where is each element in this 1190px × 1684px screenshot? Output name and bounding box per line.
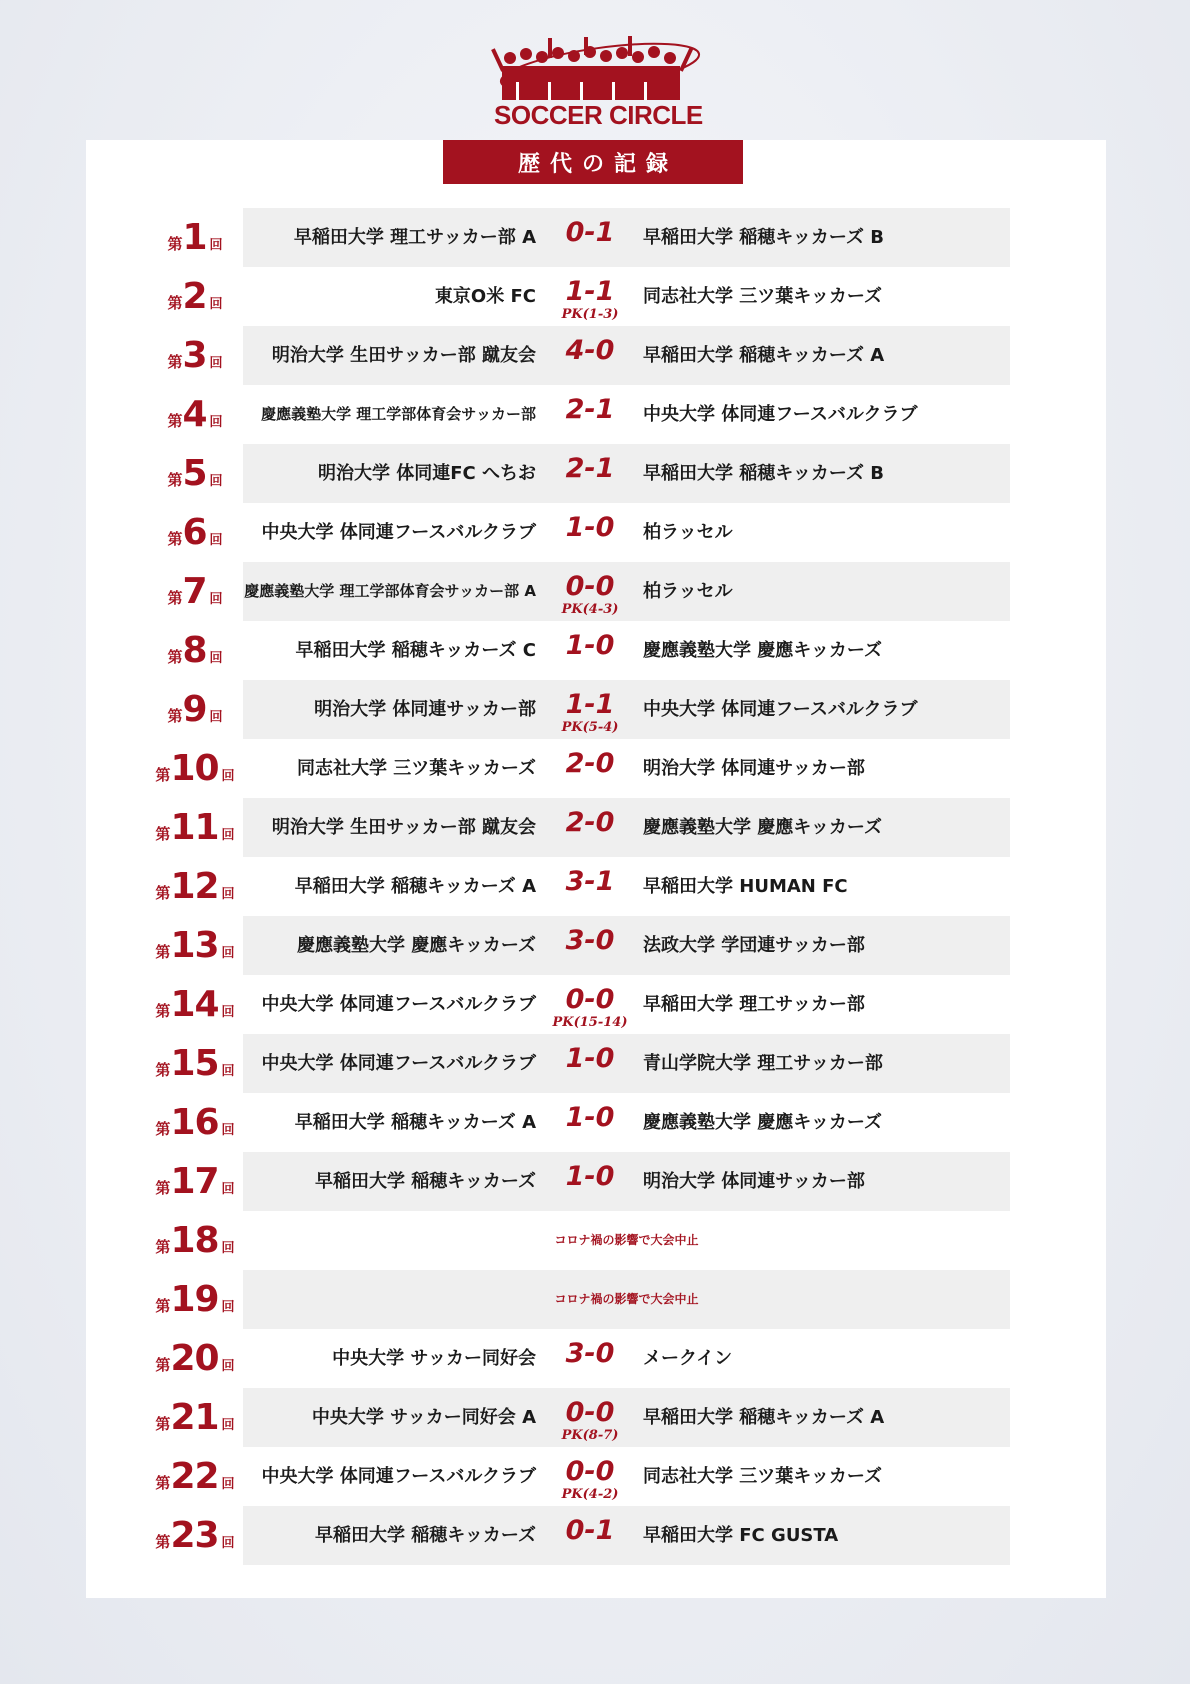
home-team: 明治大学 生田サッカー部 蹴友会: [271, 345, 536, 366]
match-score: 0-0: [565, 1397, 615, 1428]
round-prefix: 第: [155, 884, 171, 902]
away-team: 中央大学 体同連フースバルクラブ: [643, 699, 918, 720]
round-label: [148, 739, 242, 798]
round-prefix: 第: [167, 294, 183, 312]
round-number: 13: [170, 925, 219, 966]
round-label: [148, 208, 242, 267]
round-suffix: 回: [221, 1123, 235, 1138]
round-number: 12: [170, 866, 219, 907]
home-team: 中央大学 体同連フースバルクラブ: [261, 1466, 536, 1487]
round-prefix: 第: [155, 1356, 171, 1374]
result-row: [0, 1506, 1190, 1565]
pk-score: PK(4-2): [561, 1487, 619, 1502]
match-score: 0-1: [565, 1515, 615, 1546]
round-prefix: 第: [155, 1474, 171, 1492]
away-team: 早稲田大学 稲穂キッカーズ B: [643, 227, 884, 248]
round-prefix: 第: [167, 235, 183, 253]
result-row: [0, 1388, 1190, 1447]
home-team: 明治大学 体同連サッカー部: [314, 699, 536, 720]
home-team: 明治大学 生田サッカー部 蹴友会: [271, 817, 536, 838]
result-row: [0, 267, 1190, 326]
round-number: 16: [170, 1102, 219, 1143]
cancel-note: コロナ禍の影響で大会中止: [554, 1292, 699, 1306]
result-row: [0, 444, 1190, 503]
result-row: [0, 798, 1190, 857]
pk-score: PK(15-14): [552, 1015, 628, 1030]
match-score: 0-0: [565, 1456, 615, 1487]
result-row: [0, 975, 1190, 1034]
round-suffix: 回: [221, 1359, 235, 1374]
home-team: 慶應義塾大学 理工学部体育会サッカー部 A: [244, 582, 536, 600]
soccer-circle-logo: [488, 36, 702, 134]
away-team: 慶應義塾大学 慶應キッカーズ: [643, 640, 883, 661]
away-team: 慶應義塾大学 慶應キッカーズ: [643, 1112, 883, 1133]
round-suffix: 回: [209, 651, 223, 666]
home-team: 中央大学 体同連フースバルクラブ: [261, 1053, 536, 1074]
home-team: 慶應義塾大学 理工学部体育会サッカー部: [261, 405, 536, 423]
result-row: [0, 739, 1190, 798]
away-team: 早稲田大学 稲穂キッカーズ B: [643, 463, 884, 484]
match-score: 1-1: [565, 276, 615, 307]
round-number: 18: [170, 1220, 219, 1261]
away-team: 法政大学 学団連サッカー部: [643, 935, 865, 956]
round-suffix: 回: [221, 1241, 235, 1256]
round-label: [148, 1270, 242, 1329]
round-suffix: 回: [221, 1418, 235, 1433]
round-suffix: 回: [221, 946, 235, 961]
round-suffix: 回: [221, 1182, 235, 1197]
round-number: 14: [170, 984, 219, 1025]
home-team: 明治大学 体同連FC へちお: [317, 463, 536, 484]
home-team: 早稲田大学 稲穂キッカーズ: [314, 1171, 536, 1192]
round-number: 5: [182, 453, 207, 494]
match-score: 0-0: [565, 984, 615, 1015]
match-score: 1-0: [565, 1043, 615, 1074]
match-score: 1-0: [565, 630, 615, 661]
round-label: [148, 267, 242, 326]
away-team: 柏ラッセル: [643, 522, 733, 543]
round-label: [148, 1329, 242, 1388]
away-team: 中央大学 体同連フースバルクラブ: [643, 404, 918, 425]
round-prefix: 第: [167, 707, 183, 725]
round-label: [148, 385, 242, 444]
result-row: [0, 1034, 1190, 1093]
round-suffix: 回: [209, 238, 223, 253]
round-prefix: 第: [155, 1002, 171, 1020]
round-label: [148, 857, 242, 916]
round-number: 7: [182, 571, 207, 612]
round-suffix: 回: [221, 1477, 235, 1492]
round-number: 1: [182, 217, 207, 258]
match-score: 3-0: [565, 1338, 615, 1369]
match-score: 0-1: [565, 217, 615, 248]
round-label: [148, 444, 242, 503]
round-suffix: 回: [221, 1005, 235, 1020]
result-row: [0, 680, 1190, 739]
away-team: 早稲田大学 FC GUSTA: [643, 1525, 839, 1546]
round-number: 23: [170, 1515, 219, 1556]
round-suffix: 回: [209, 710, 223, 725]
round-number: 20: [170, 1338, 219, 1379]
round-prefix: 第: [155, 1120, 171, 1138]
page-title: 歴代の記録: [443, 140, 743, 184]
home-team: 中央大学 サッカー同好会: [332, 1348, 536, 1369]
round-number: 9: [182, 689, 207, 730]
round-suffix: 回: [209, 297, 223, 312]
round-number: 4: [182, 394, 207, 435]
result-row: [0, 503, 1190, 562]
round-label: [148, 1034, 242, 1093]
match-score: 1-0: [565, 512, 615, 543]
round-suffix: 回: [221, 828, 235, 843]
round-suffix: 回: [221, 769, 235, 784]
round-label: [148, 975, 242, 1034]
result-row: [0, 1152, 1190, 1211]
round-label: [148, 798, 242, 857]
result-row: [0, 916, 1190, 975]
result-row: [0, 1211, 1190, 1270]
home-team: 早稲田大学 稲穂キッカーズ C: [295, 640, 536, 661]
round-prefix: 第: [167, 589, 183, 607]
home-team: 早稲田大学 稲穂キッカーズ A: [294, 876, 536, 897]
round-number: 3: [182, 335, 207, 376]
result-row: [0, 1329, 1190, 1388]
match-score: 2-0: [565, 748, 615, 779]
round-label: [148, 621, 242, 680]
match-score: 1-1: [565, 689, 615, 720]
round-label: [148, 326, 242, 385]
away-team: 早稲田大学 理工サッカー部: [643, 994, 865, 1015]
round-prefix: 第: [155, 825, 171, 843]
pk-score: PK(5-4): [561, 720, 619, 735]
away-team: 慶應義塾大学 慶應キッカーズ: [643, 817, 883, 838]
match-score: 0-0: [565, 571, 615, 602]
round-number: 6: [182, 512, 207, 553]
round-number: 10: [170, 748, 219, 789]
result-row: [0, 1270, 1190, 1329]
result-row: [0, 1093, 1190, 1152]
away-team: 早稲田大学 稲穂キッカーズ A: [643, 1407, 885, 1428]
round-number: 21: [170, 1397, 219, 1438]
result-row: [0, 621, 1190, 680]
match-score: 1-0: [565, 1102, 615, 1133]
round-label: [148, 503, 242, 562]
round-label: [148, 562, 242, 621]
result-row: [0, 562, 1190, 621]
round-label: [148, 1093, 242, 1152]
round-prefix: 第: [167, 353, 183, 371]
round-prefix: 第: [167, 471, 183, 489]
match-score: 3-0: [565, 925, 615, 956]
result-row: [0, 857, 1190, 916]
home-team: 早稲田大学 稲穂キッカーズ A: [294, 1112, 536, 1133]
round-number: 2: [182, 276, 207, 317]
round-prefix: 第: [167, 412, 183, 430]
away-team: 明治大学 体同連サッカー部: [643, 758, 865, 779]
away-team: 明治大学 体同連サッカー部: [643, 1171, 865, 1192]
round-suffix: 回: [221, 1300, 235, 1315]
round-prefix: 第: [155, 1415, 171, 1433]
round-suffix: 回: [209, 474, 223, 489]
round-prefix: 第: [155, 1238, 171, 1256]
brand-wordmark: SOCCER CIRCLE: [494, 100, 703, 130]
round-suffix: 回: [209, 533, 223, 548]
round-number: 15: [170, 1043, 219, 1084]
home-team: 中央大学 体同連フースバルクラブ: [261, 994, 536, 1015]
round-label: [148, 680, 242, 739]
round-suffix: 回: [209, 592, 223, 607]
match-score: 3-1: [565, 866, 615, 897]
away-team: 同志社大学 三ツ葉キッカーズ: [643, 286, 883, 307]
round-number: 17: [170, 1161, 219, 1202]
round-label: [148, 1506, 242, 1565]
round-suffix: 回: [209, 356, 223, 371]
pk-score: PK(4-3): [561, 602, 619, 617]
home-team: 慶應義塾大学 慶應キッカーズ: [296, 935, 536, 956]
pk-score: PK(8-7): [561, 1428, 619, 1443]
round-prefix: 第: [155, 1297, 171, 1315]
home-team: 早稲田大学 稲穂キッカーズ: [314, 1525, 536, 1546]
round-label: [148, 1211, 242, 1270]
round-prefix: 第: [167, 648, 183, 666]
round-number: 11: [170, 807, 219, 848]
round-suffix: 回: [221, 887, 235, 902]
round-prefix: 第: [167, 530, 183, 548]
match-score: 2-0: [565, 807, 615, 838]
match-score: 2-1: [565, 453, 615, 484]
result-row: [0, 208, 1190, 267]
round-prefix: 第: [155, 943, 171, 961]
round-number: 19: [170, 1279, 219, 1320]
round-prefix: 第: [155, 1061, 171, 1079]
away-team: 同志社大学 三ツ葉キッカーズ: [643, 1466, 883, 1487]
round-label: [148, 1388, 242, 1447]
round-prefix: 第: [155, 1179, 171, 1197]
round-label: [148, 1152, 242, 1211]
away-team: 青山学院大学 理工サッカー部: [643, 1053, 883, 1074]
result-row: [0, 326, 1190, 385]
home-team: 中央大学 サッカー同好会 A: [311, 1407, 536, 1428]
result-row: [0, 1447, 1190, 1506]
home-team: 早稲田大学 理工サッカー部 A: [293, 227, 536, 248]
away-team: 柏ラッセル: [643, 581, 733, 602]
match-score: 2-1: [565, 394, 615, 425]
match-score: 1-0: [565, 1161, 615, 1192]
round-prefix: 第: [155, 766, 171, 784]
cancel-note: コロナ禍の影響で大会中止: [554, 1233, 699, 1247]
round-label: [148, 916, 242, 975]
players-silhouette-icon: [488, 36, 702, 106]
away-team: メークイン: [643, 1348, 733, 1369]
results-list: [0, 208, 1190, 1565]
round-suffix: 回: [221, 1064, 235, 1079]
round-label: [148, 1447, 242, 1506]
home-team: 同志社大学 三ツ葉キッカーズ: [296, 758, 536, 779]
home-team: 東京O米 FC: [434, 286, 536, 307]
match-score: 4-0: [565, 335, 615, 366]
pk-score: PK(1-3): [561, 307, 619, 322]
round-suffix: 回: [221, 1536, 235, 1551]
result-row: [0, 385, 1190, 444]
away-team: 早稲田大学 稲穂キッカーズ A: [643, 345, 885, 366]
home-team: 中央大学 体同連フースバルクラブ: [261, 522, 536, 543]
round-number: 22: [170, 1456, 219, 1497]
away-team: 早稲田大学 HUMAN FC: [643, 876, 848, 897]
round-number: 8: [182, 630, 207, 671]
round-suffix: 回: [209, 415, 223, 430]
round-prefix: 第: [155, 1533, 171, 1551]
